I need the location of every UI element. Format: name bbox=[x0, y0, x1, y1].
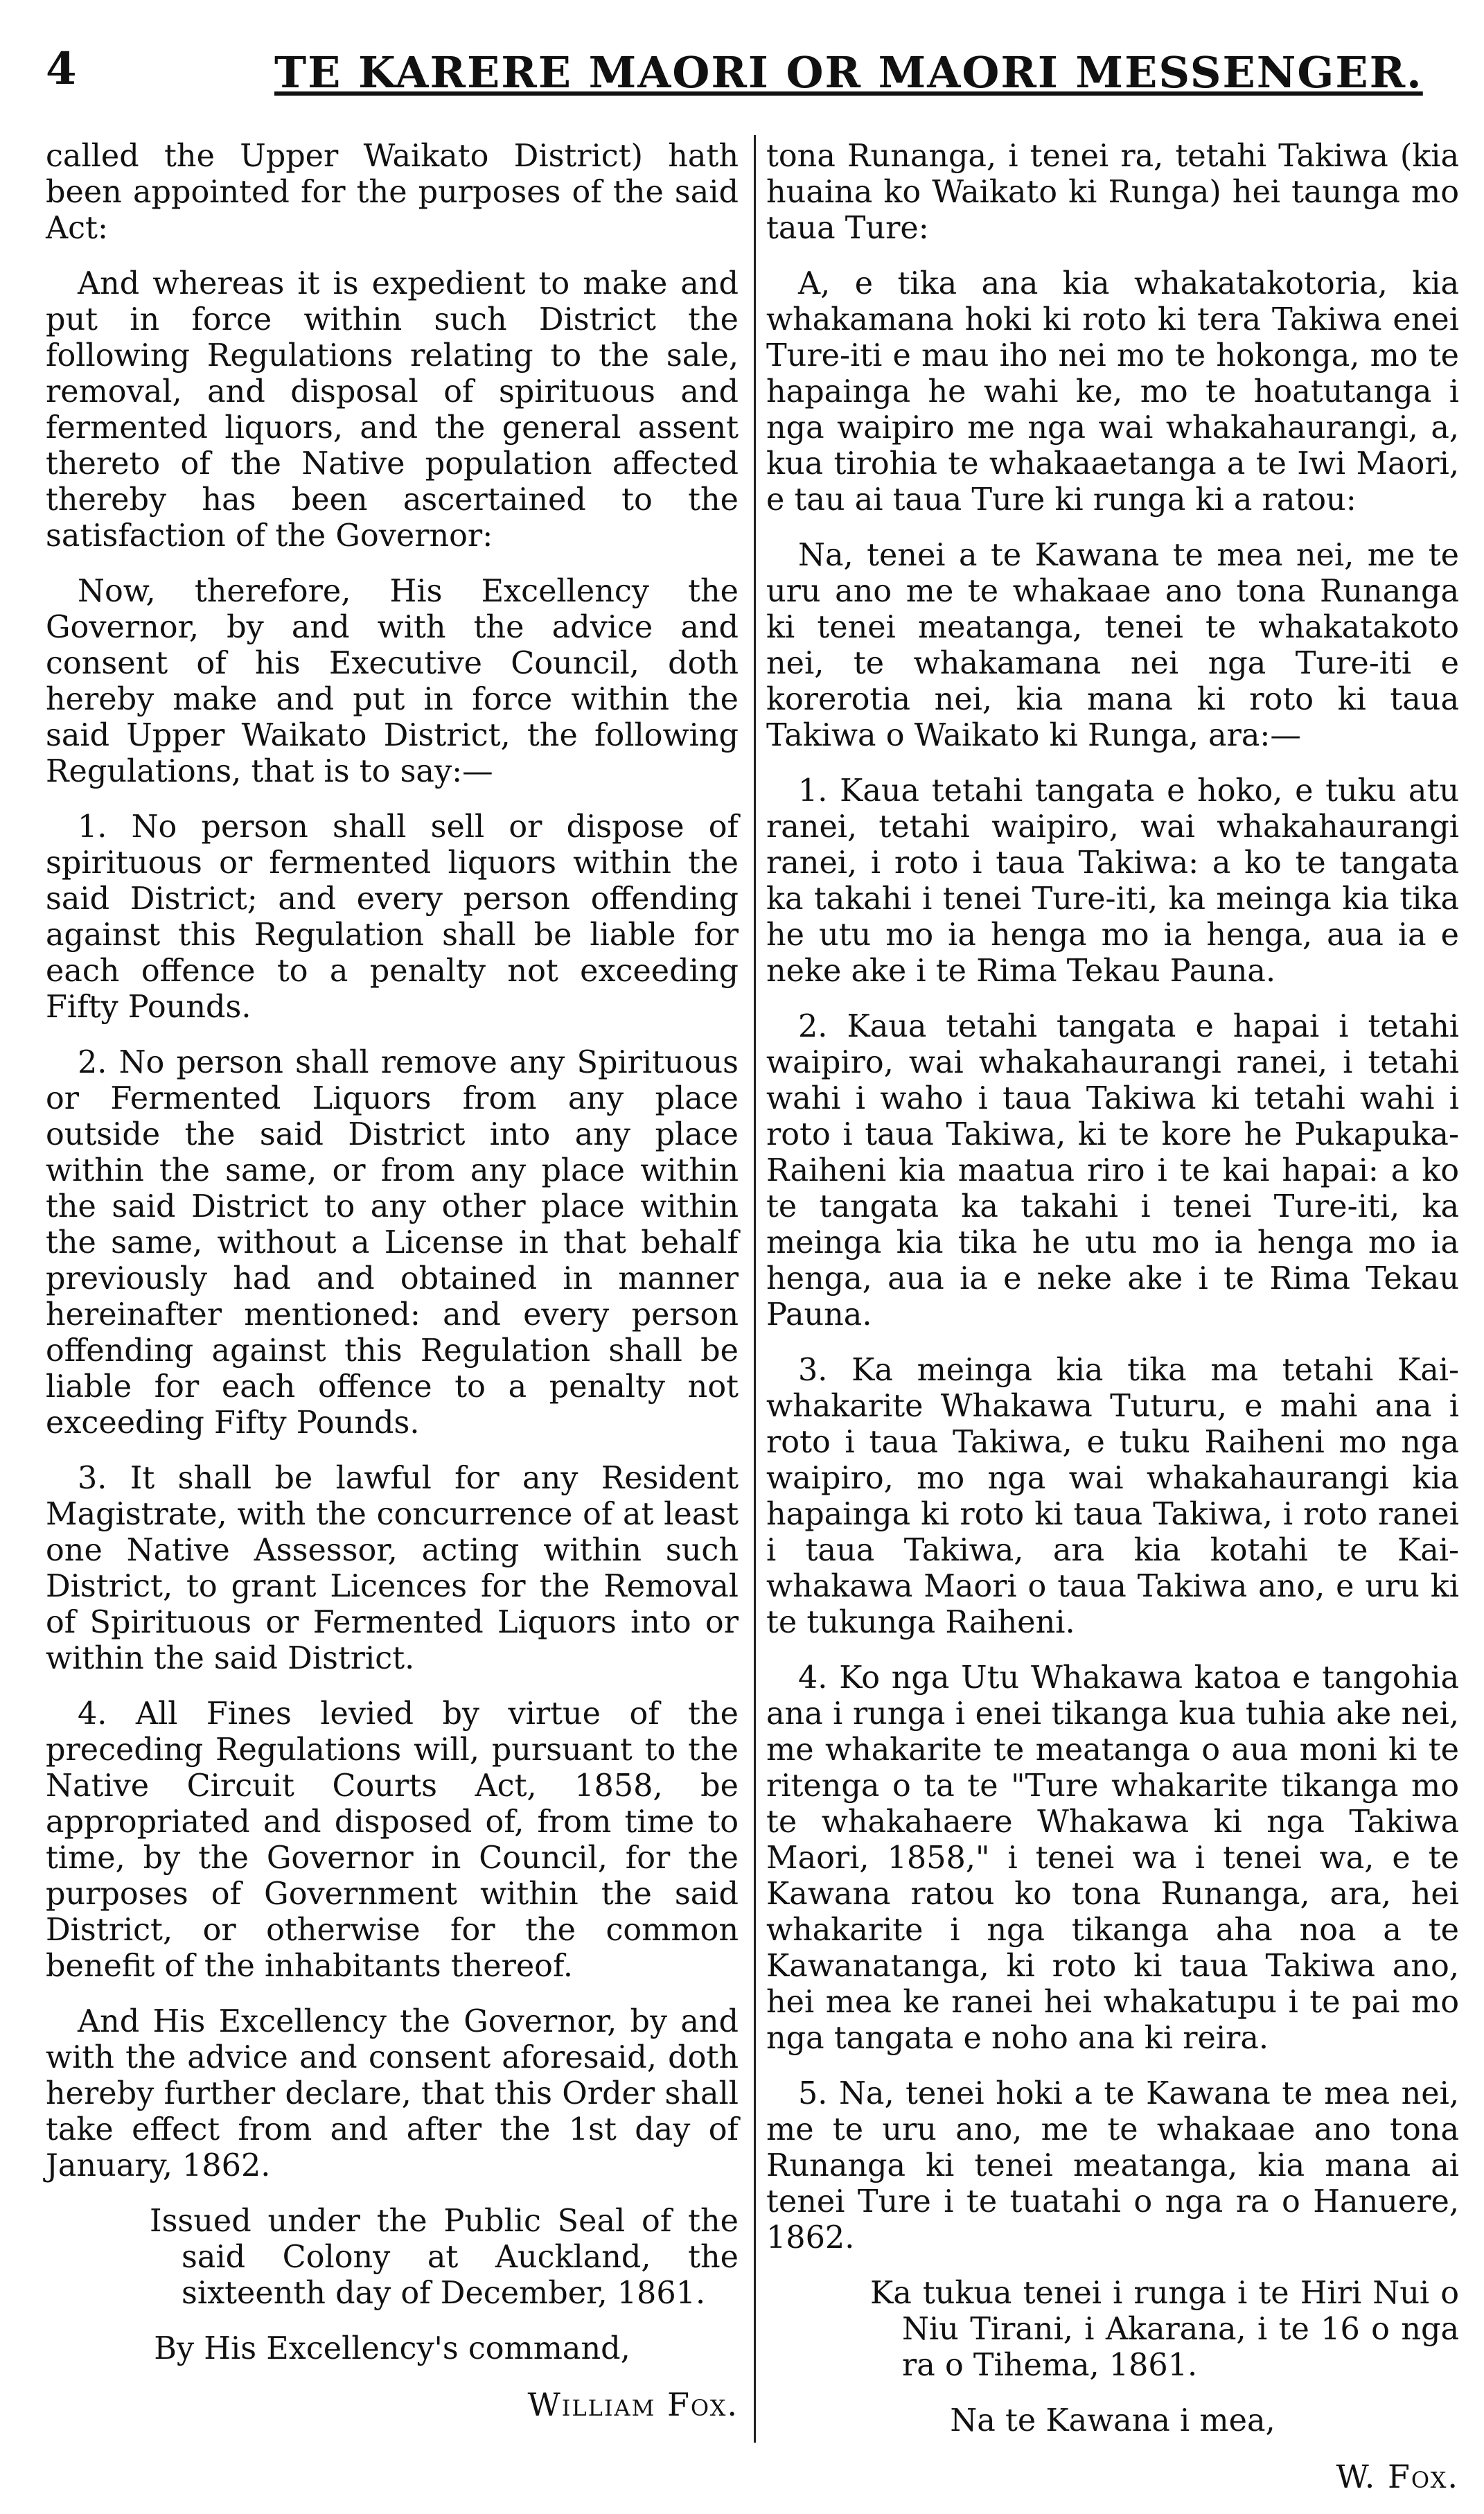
english-signature: William Fox. bbox=[527, 2386, 739, 2423]
english-paragraph-declaration: And His Excellency the Governor, by and with the advice and consent aforesaid, doth hereby further declare, that this Order shall take effect from and after the 1st day of January, 1862. bbox=[46, 2004, 739, 2183]
maori-command-line: Na te Kawana i mea, bbox=[950, 2403, 1275, 2438]
maori-regulation-1: 1. Kaua tetahi tangata e hoko, e tuku atu ranei, tetahi waipiro, wai whakahaurangi ranei, i roto i taua Takiwa: a ko te tangata ka takahi i tenei Ture-iti, ka meinga kia tika he utu mo ia henga mo ia henga, aua ia e neke ake i te Rima Tekau Pauna. bbox=[766, 773, 1459, 989]
maori-paragraph-intro: tona Runanga, i tenei ra, tetahi Takiwa (kia huaina ko Waikato ki Runga) hei taunga mo taua Ture: bbox=[766, 139, 1459, 246]
maori-column bbox=[766, 139, 1459, 2514]
maori-paragraph-whereas: A, e tika ana kia whakatakotoria, kia whakamana hoki ki roto ki tera Takiwa enei Ture-iti e mau iho nei mo te hokonga, mo te hapainga he wahi ke, mo te hoatutanga i nga waipiro me nga wai whakahaurangi, a, kua tirohia te whakaaetanga a te Iwi Maori, e tau ai taua Ture ki runga ki a ratou: bbox=[766, 266, 1459, 518]
english-paragraph-whereas: And whereas it is expedient to make and put in force within such District the following Regulations relating to the sale, removal, and disposal of spirituous and fermented liquors, and the general assent thereto of the Native population affected thereby has been ascertained to the satisfaction of the Governor: bbox=[46, 266, 739, 554]
maori-paragraph-declaration: 5. Na, tenei hoki a te Kawana te mea nei, me te uru ano, me te whakaae ano tona Runanga ki tenei meatanga, kia mana ai tenei Ture i te tuatahi o nga ra o Hanuere, 1862. bbox=[766, 2076, 1459, 2256]
page-number: 4 bbox=[46, 43, 77, 95]
maori-paragraph-now-therefore: Na, tenei a te Kawana te mea nei, me te uru ano me te whakaae ano tona Runanga ki tenei meatanga, tenei te whakatakoto nei, te whakamana nei nga Ture-iti e korerotia nei, kia mana ki roto ki taua Takiwa o Waikato ki Runga, ara:— bbox=[766, 538, 1459, 753]
english-regulation-1: 1. No person shall sell or dispose of spirituous or fermented liquors within the said District; and every person offending against this Regulation shall be liable for each offence to a penalty not exceeding Fifty Pounds. bbox=[46, 809, 739, 1025]
page-header bbox=[46, 43, 1438, 119]
column-divider bbox=[754, 135, 756, 2443]
maori-signature: W. Fox. bbox=[1336, 2458, 1459, 2495]
english-regulation-3: 3. It shall be lawful for any Resident Magistrate, with the concurrence of at least one Native Assessor, acting within such District, to grant Licences for the Removal of Spirituous or Fermented Liquors into or within the said District. bbox=[46, 1461, 739, 1676]
maori-regulation-4: 4. Ko nga Utu Whakawa katoa e tangohia ana i runga i enei tikanga kua tuhia ake nei, me whakarite te meatanga o aua moni ki te ritenga o ta te "Ture whakarite tikanga mo te whakahaere Whakawa ki nga Takiwa Maori, 1858," i tenei wa i tenei wa, e te Kawana ratou ko tona Runanga, ara, hei whakarite i nga tikanga aha noa a te Kawanatanga, ki roto ki taua Takiwa ano, hei mea ke ranei hei whakatupu i te pai mo nga tangata e noho ana ki reira. bbox=[766, 1660, 1459, 2056]
maori-regulation-3: 3. Ka meinga kia tika ma tetahi Kai-whakarite Whakawa Tuturu, e mahi ana i roto i taua Takiwa, e tuku Raiheni mo nga waipiro, mo nga wai whakahaurangi kia hapainga ki roto ki taua Takiwa, i roto ranei i taua Takiwa, ara kia kotahi te Kai-whakawa Maori o taua Takiwa ano, e uru ki te tukunga Raiheni. bbox=[766, 1353, 1459, 1640]
english-paragraph-now-therefore: Now, therefore, His Excellency the Governor, by and with the advice and consent of his Executive Council, doth hereby make and put in force within the said Upper Waikato District, the following Regulations, that is to say:— bbox=[46, 574, 739, 789]
maori-seal-statement: Ka tukua tenei i runga i te Hiri Nui o Niu Tirani, i Akarana, i te 16 o nga ra o Tihema, 1861. bbox=[870, 2276, 1459, 2383]
maori-regulation-2: 2. Kaua tetahi tangata e hapai i tetahi waipiro, wai whakahaurangi ranei, i tetahi wahi i waho i taua Takiwa ki tetahi wahi i roto i taua Takiwa, ki te kore he Pukapuka-Raiheni kia maatua riro i te kai hapai: a ko te tangata ka takahi i tenei Ture-iti, ka meinga kia tika he utu mo ia henga mo ia henga, aua ia e neke ake i te Rima Tekau Pauna. bbox=[766, 1009, 1459, 1333]
english-regulation-4: 4. All Fines levied by virtue of the preceding Regulations will, pursuant to the Native Circuit Courts Act, 1858, be appropriated and disposed of, from time to time, by the Governor in Council, for the purposes of Government within the said District, or otherwise for the common benefit of the inhabitants thereof. bbox=[46, 1696, 739, 1984]
english-regulation-2: 2. No person shall remove any Spirituous or Fermented Liquors from any place outside the said District into any place within the same, or from any place within the said District to any other place within the same, without a License in that behalf previously had and obtained in manner hereinafter mentioned: and every person offending against this Regulation shall be liable for each offence to a penalty not exceeding Fifty Pounds. bbox=[46, 1045, 739, 1441]
english-paragraph-intro: called the Upper Waikato District) hath been appointed for the purposes of the said Act: bbox=[46, 139, 739, 246]
english-command-line: By His Excellency's command, bbox=[154, 2331, 630, 2366]
english-column bbox=[46, 139, 739, 2442]
english-seal-statement: Issued under the Public Seal of the said Colony at Auckland, the sixteenth day of December, 1861. bbox=[150, 2204, 739, 2311]
masthead-title: TE KARERE MAORI OR MAORI MESSENGER. bbox=[274, 47, 1423, 98]
